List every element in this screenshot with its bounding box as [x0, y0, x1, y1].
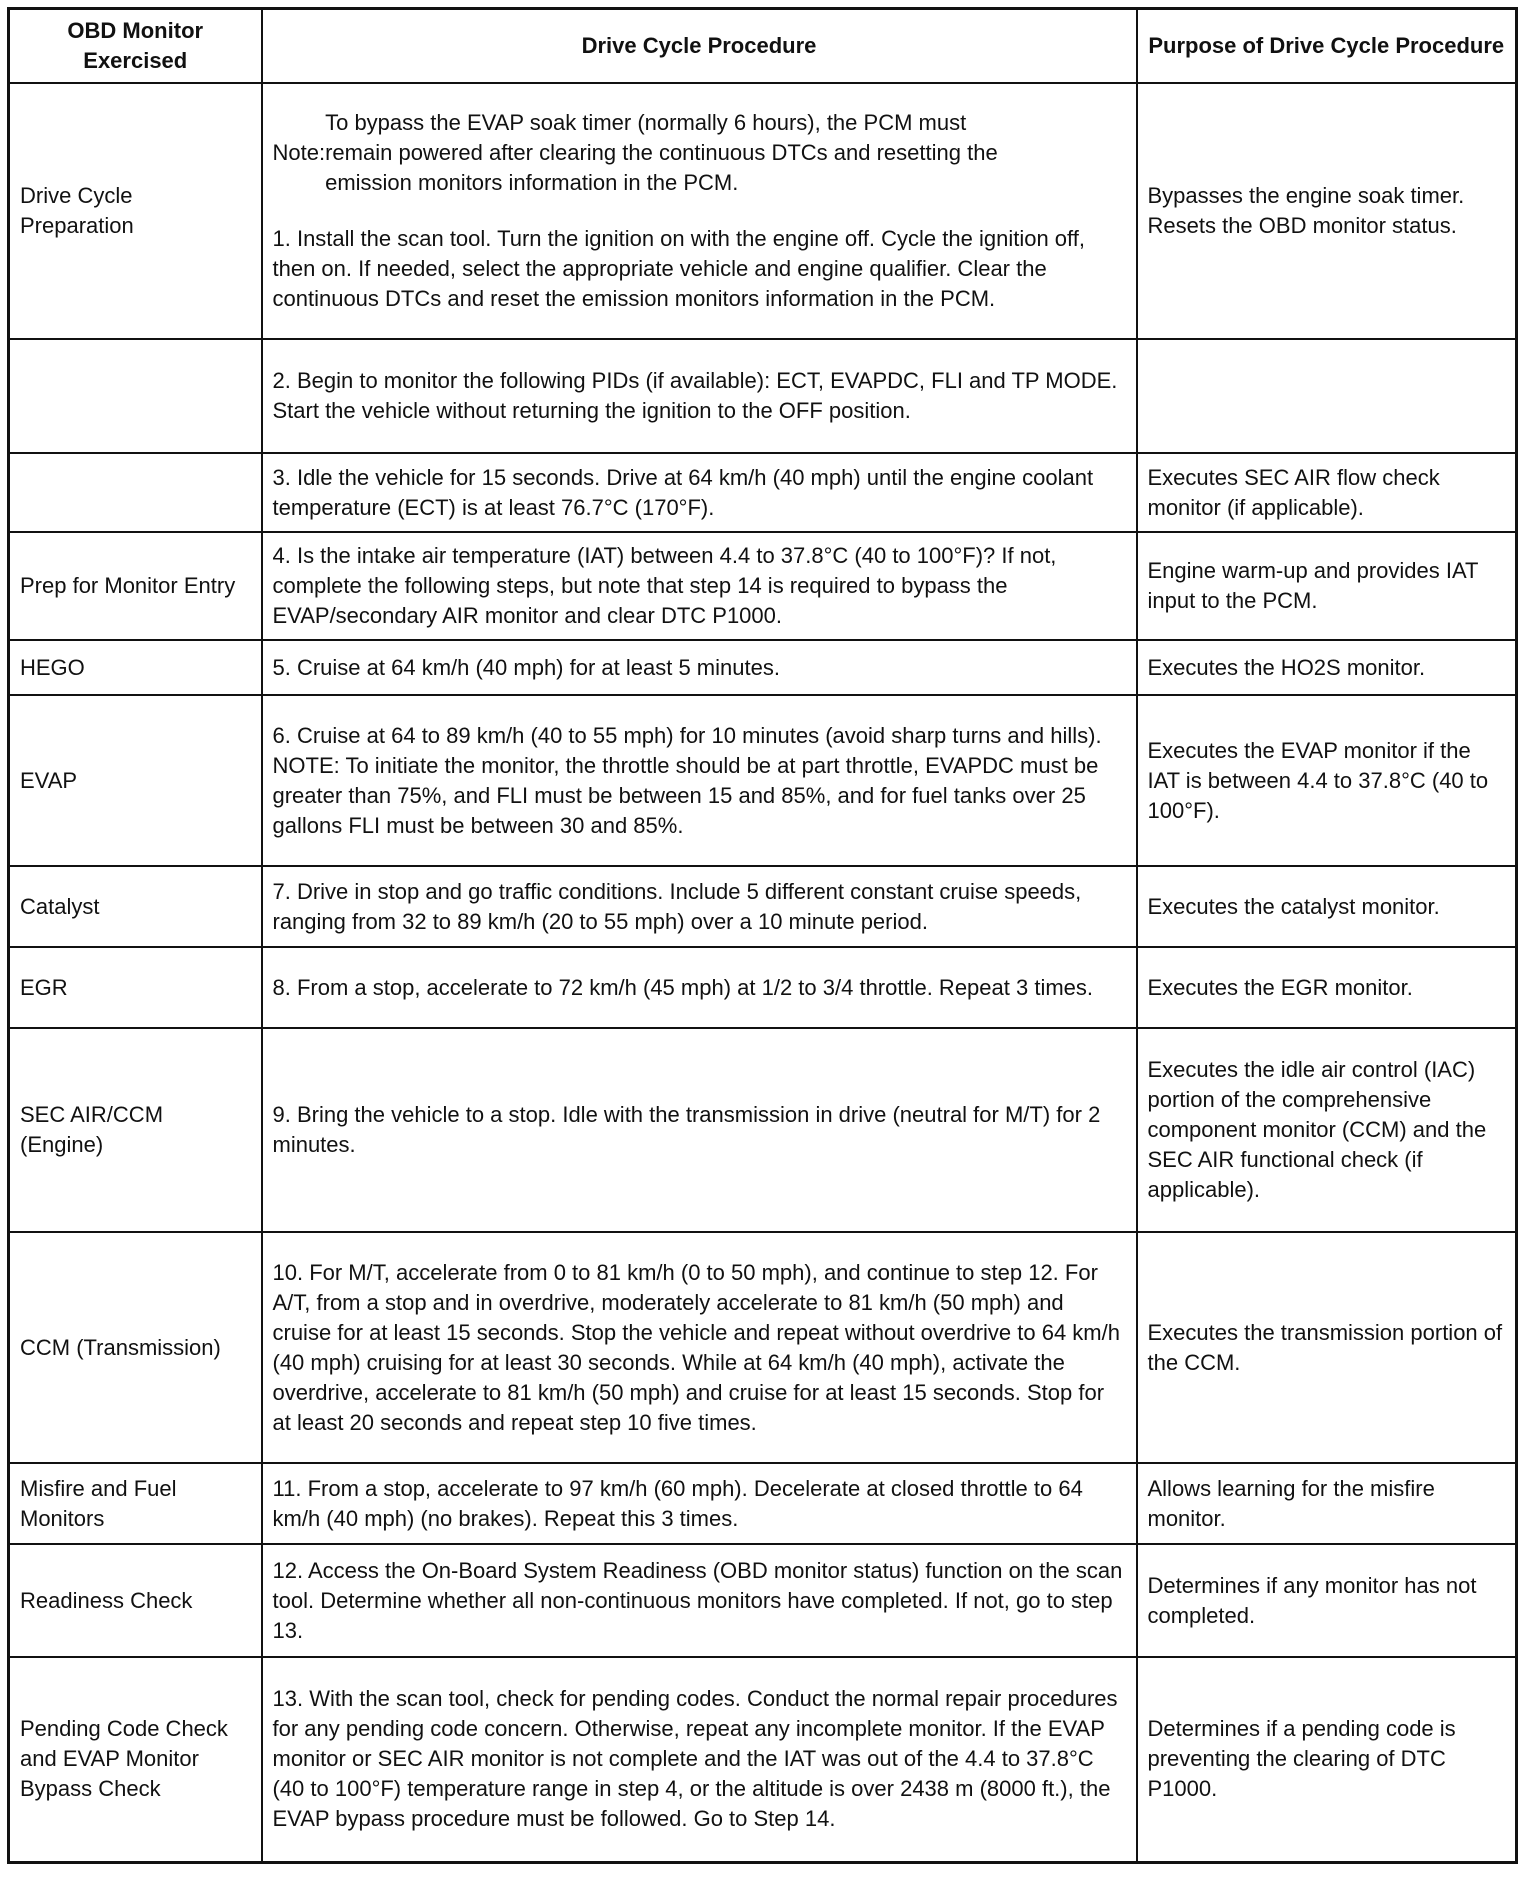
procedure-cell: 6. Cruise at 64 to 89 km/h (40 to 55 mph) for 10 minutes (avoid sharp turns and hills). NOTE: To initiate the monitor, the throttle should be at part throttle, EVAPDC must be greater than 75%, and FLI must be between 15 and 85%, and for fuel tanks over 25 gallons FLI must be between 30 and 85%.	[262, 695, 1137, 866]
monitor-cell: Prep for Monitor Entry	[9, 532, 262, 640]
table-row	[9, 947, 1517, 1028]
note-label: Note:	[272, 140, 326, 165]
monitor-cell: Pending Code Check and EVAP Monitor Bypass Check	[9, 1657, 262, 1862]
monitor-cell: SEC AIR/CCM (Engine)	[9, 1028, 262, 1232]
purpose-cell: Executes the HO2S monitor.	[1137, 640, 1517, 695]
procedure-cell: 9. Bring the vehicle to a stop. Idle with the transmission in drive (neutral for M/T) for 2 minutes.	[262, 1028, 1137, 1232]
table-row	[9, 1232, 1517, 1463]
header-purpose: Purpose of Drive Cycle Procedure	[1137, 9, 1517, 84]
table-row	[9, 866, 1517, 947]
table-row	[9, 339, 1517, 453]
drive-cycle-table	[7, 7, 1518, 1864]
note-line: To bypass the EVAP soak timer (normally 6 hours), the PCM must	[325, 110, 967, 135]
table-row	[9, 83, 1517, 339]
procedure-cell: 5. Cruise at 64 km/h (40 mph) for at least 5 minutes.	[262, 640, 1137, 695]
procedure-cell: 8. From a stop, accelerate to 72 km/h (45 mph) at 1/2 to 3/4 throttle. Repeat 3 times.	[262, 947, 1137, 1028]
table-row	[9, 532, 1517, 640]
purpose-cell: Executes the catalyst monitor.	[1137, 866, 1517, 947]
procedure-cell: 12. Access the On-Board System Readiness (OBD monitor status) function on the scan tool. Determine whether all non-continuous monitors have completed. If not, go to step 13.	[262, 1544, 1137, 1657]
note-line: remain powered after clearing the continuous DTCs and resetting the	[325, 140, 998, 165]
header-monitor: OBD Monitor Exercised	[9, 9, 262, 84]
procedure-cell	[262, 83, 1137, 339]
table-row	[9, 695, 1517, 866]
procedure-cell: 10. For M/T, accelerate from 0 to 81 km/h (0 to 50 mph), and continue to step 12. For A/T, from a stop and in overdrive, moderately accelerate to 81 km/h (50 mph) and cruise for at least 15 seconds. Stop the vehicle and repeat without overdrive to 64 km/h (40 mph) cruising for at least 30 seconds. While at 64 km/h (40 mph), activate the overdrive, accelerate to 81 km/h (50 mph) and cruise for at least 15 seconds. Stop for at least 20 seconds and repeat step 10 five times.	[262, 1232, 1137, 1463]
purpose-cell: Executes the EVAP monitor if the IAT is between 4.4 to 37.8°C (40 to 100°F).	[1137, 695, 1517, 866]
purpose-cell	[1137, 339, 1517, 453]
note-line: emission monitors information in the PCM.	[325, 170, 739, 195]
monitor-cell: CCM (Transmission)	[9, 1232, 262, 1463]
table-row	[9, 1463, 1517, 1544]
monitor-cell: Catalyst	[9, 866, 262, 947]
procedure-cell: 3. Idle the vehicle for 15 seconds. Drive at 64 km/h (40 mph) until the engine coolant temperature (ECT) is at least 76.7°C (170°F).	[262, 453, 1137, 532]
procedure-cell: 11. From a stop, accelerate to 97 km/h (60 mph). Decelerate at closed throttle to 64 km/h (40 mph) (no brakes). Repeat this 3 times.	[262, 1463, 1137, 1544]
monitor-cell	[9, 339, 262, 453]
monitor-cell	[9, 453, 262, 532]
purpose-cell: Determines if any monitor has not completed.	[1137, 1544, 1517, 1657]
note-block	[273, 108, 1126, 198]
table-row	[9, 1657, 1517, 1862]
purpose-cell: Bypasses the engine soak timer. Resets the OBD monitor status.	[1137, 83, 1517, 339]
table-row	[9, 640, 1517, 695]
monitor-cell: Readiness Check	[9, 1544, 262, 1657]
monitor-cell: Misfire and Fuel Monitors	[9, 1463, 262, 1544]
table-row	[9, 1544, 1517, 1657]
table-row	[9, 453, 1517, 532]
monitor-cell: HEGO	[9, 640, 262, 695]
monitor-cell: EVAP	[9, 695, 262, 866]
purpose-cell: Executes the transmission portion of the CCM.	[1137, 1232, 1517, 1463]
purpose-cell: Determines if a pending code is preventing the clearing of DTC P1000.	[1137, 1657, 1517, 1862]
table-row	[9, 1028, 1517, 1232]
monitor-cell: EGR	[9, 947, 262, 1028]
purpose-cell: Allows learning for the misfire monitor.	[1137, 1463, 1517, 1544]
procedure-text: 1. Install the scan tool. Turn the ignition on with the engine off. Cycle the ignition off, then on. If needed, select the appropriate vehicle and engine qualifier. Clear the continuous DTCs and reset the emission monitors information in the PCM.	[272, 226, 1085, 311]
purpose-cell: Engine warm-up and provides IAT input to the PCM.	[1137, 532, 1517, 640]
procedure-cell: 13. With the scan tool, check for pending codes. Conduct the normal repair procedures for any pending code concern. Otherwise, repeat any incomplete monitor. If the EVAP monitor or SEC AIR monitor is not complete and the IAT was out of the 4.4 to 37.8°C (40 to 100°F) temperature range in step 4, or the altitude is over 2438 m (8000 ft.), the EVAP bypass procedure must be followed. Go to Step 14.	[262, 1657, 1137, 1862]
header-procedure: Drive Cycle Procedure	[262, 9, 1137, 84]
purpose-cell: Executes SEC AIR flow check monitor (if applicable).	[1137, 453, 1517, 532]
procedure-cell: 4. Is the intake air temperature (IAT) between 4.4 to 37.8°C (40 to 100°F)? If not, complete the following steps, but note that step 14 is required to bypass the EVAP/secondary AIR monitor and clear DTC P1000.	[262, 532, 1137, 640]
monitor-cell: Drive Cycle Preparation	[9, 83, 262, 339]
procedure-cell: 2. Begin to monitor the following PIDs (if available): ECT, EVAPDC, FLI and TP MODE. Start the vehicle without returning the ignition to the OFF position.	[262, 339, 1137, 453]
header-row	[9, 9, 1517, 84]
purpose-cell: Executes the idle air control (IAC) portion of the comprehensive component monitor (CCM) and the SEC AIR functional check (if applicable).	[1137, 1028, 1517, 1232]
procedure-cell: 7. Drive in stop and go traffic conditions. Include 5 different constant cruise speeds, ranging from 32 to 89 km/h (20 to 55 mph) over a 10 minute period.	[262, 866, 1137, 947]
purpose-cell: Executes the EGR monitor.	[1137, 947, 1517, 1028]
